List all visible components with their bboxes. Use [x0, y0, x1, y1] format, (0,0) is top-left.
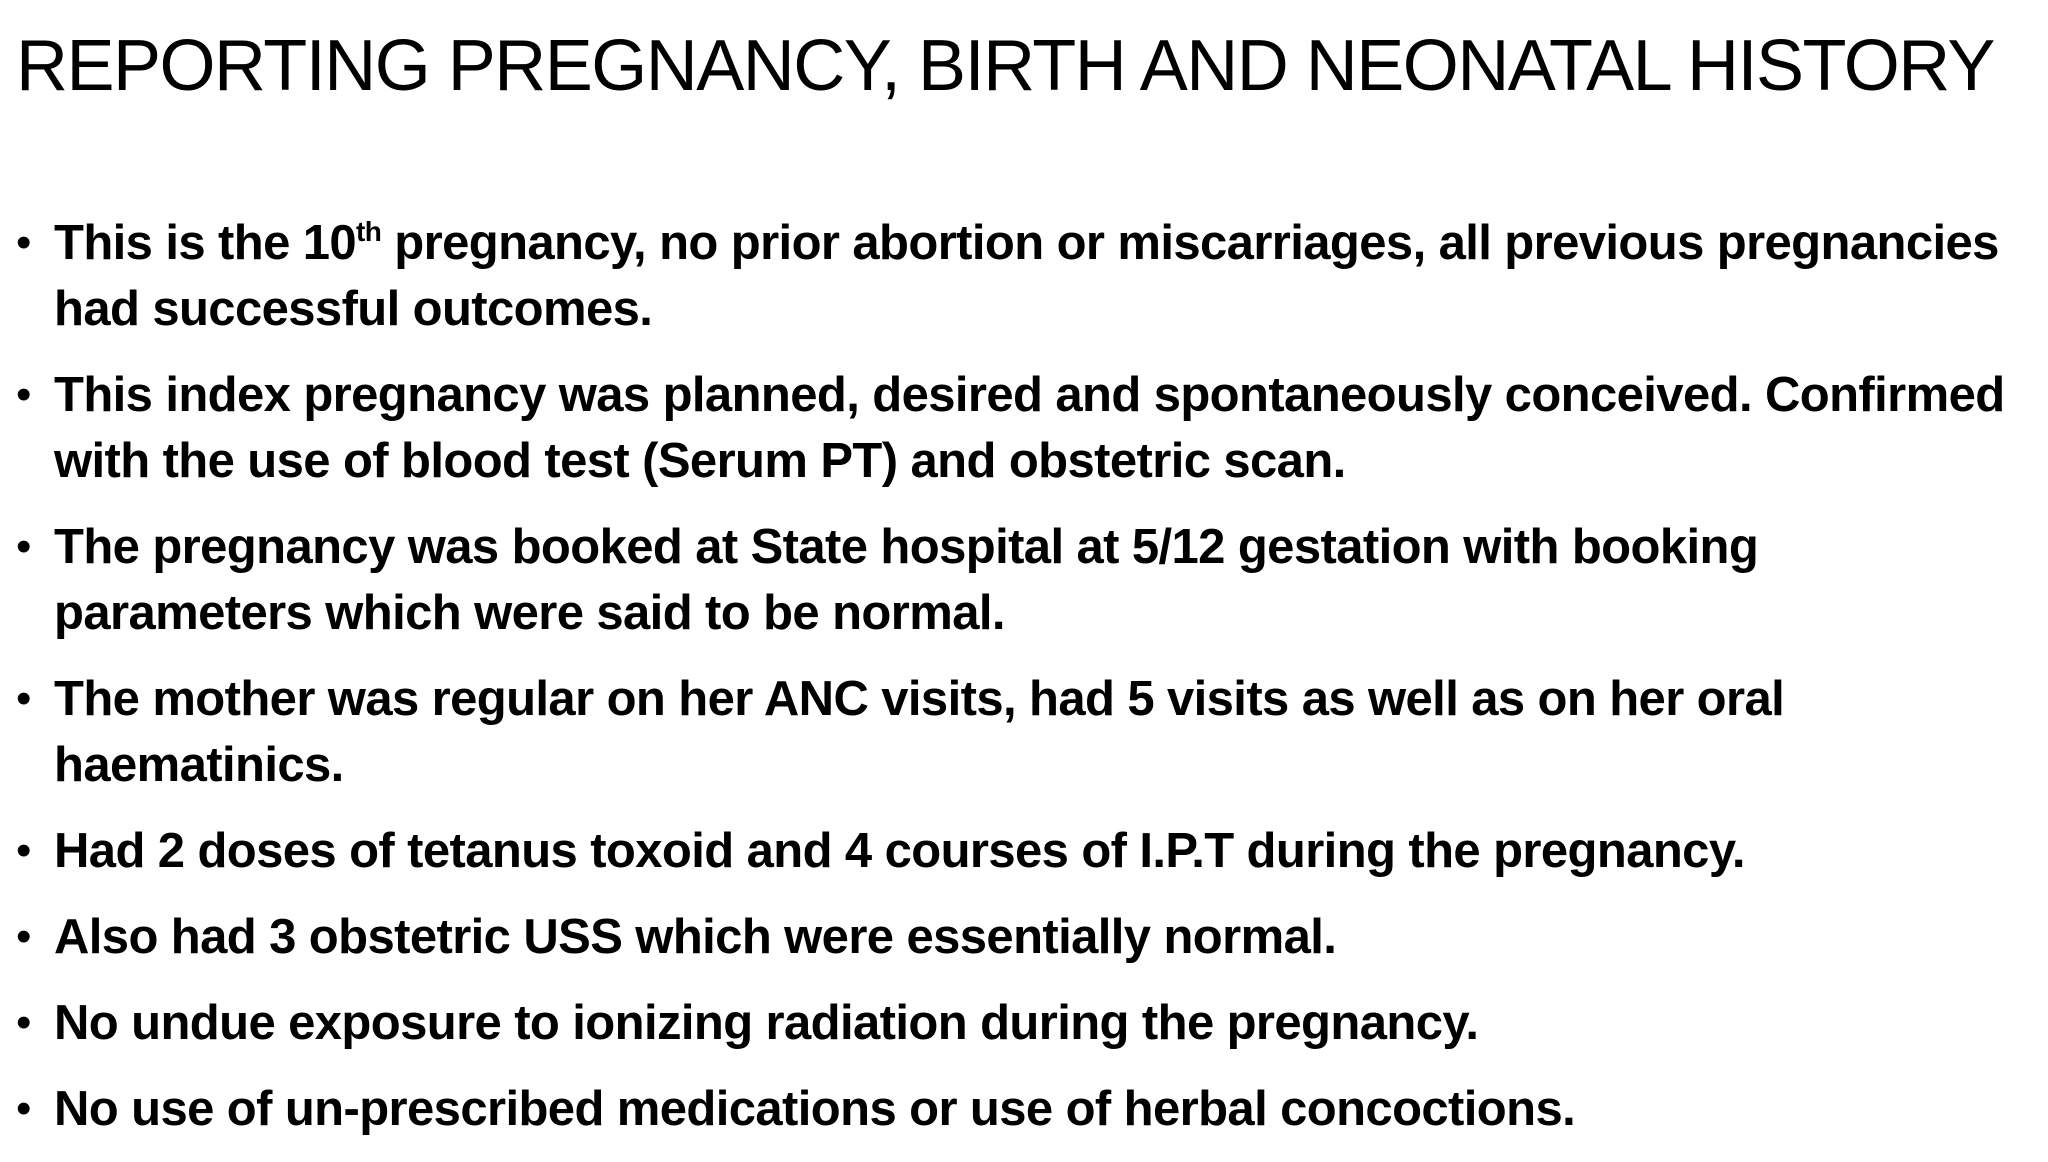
bullet-item	[16, 362, 2006, 494]
bullet-icon: •	[16, 370, 31, 419]
bullet-text: No use of un-prescribed medications or use of herbal concoctions.	[54, 1082, 1576, 1136]
bullet-item	[16, 818, 2006, 884]
bullet-item	[16, 210, 2006, 342]
bullet-text: Also had 3 obstetric USS which were essentially normal.	[54, 910, 1337, 964]
bullet-text-part: pregnancy, no prior abortion or miscarriages, all previous pregnancies had successful outcomes.	[54, 216, 1999, 336]
bullet-icon: •	[16, 912, 31, 961]
bullet-item	[16, 1076, 2006, 1142]
bullet-item	[16, 904, 2006, 970]
bullet-icon: •	[16, 218, 31, 267]
bullet-icon: •	[16, 674, 31, 723]
bullet-text: This index pregnancy was planned, desired and spontaneously conceived. Confirmed with the use of blood test (Serum PT) and obstetric scan.	[54, 368, 2005, 488]
bullet-text	[54, 216, 1999, 336]
bullet-text-part: This is the 10	[54, 216, 357, 270]
bullet-text: The pregnancy was booked at State hospital at 5/12 gestation with booking parameters which were said to be normal.	[54, 520, 1759, 640]
bullet-item	[16, 666, 2006, 798]
bullet-item	[16, 990, 2006, 1056]
bullet-text: Had 2 doses of tetanus toxoid and 4 courses of I.P.T during the pregnancy.	[54, 824, 1745, 878]
bullet-icon: •	[16, 826, 31, 875]
bullet-list	[16, 210, 2006, 1162]
slide-title: REPORTING PREGNANCY, BIRTH AND NEONATAL HISTORY	[16, 26, 1994, 106]
bullet-icon: •	[16, 1084, 31, 1133]
bullet-icon: •	[16, 998, 31, 1047]
ordinal-suffix: th	[356, 216, 382, 247]
bullet-text: No undue exposure to ionizing radiation during the pregnancy.	[54, 996, 1479, 1050]
bullet-item	[16, 514, 2006, 646]
bullet-icon: •	[16, 522, 31, 571]
bullet-text: The mother was regular on her ANC visits, had 5 visits as well as on her oral haematinics.	[54, 672, 1785, 792]
